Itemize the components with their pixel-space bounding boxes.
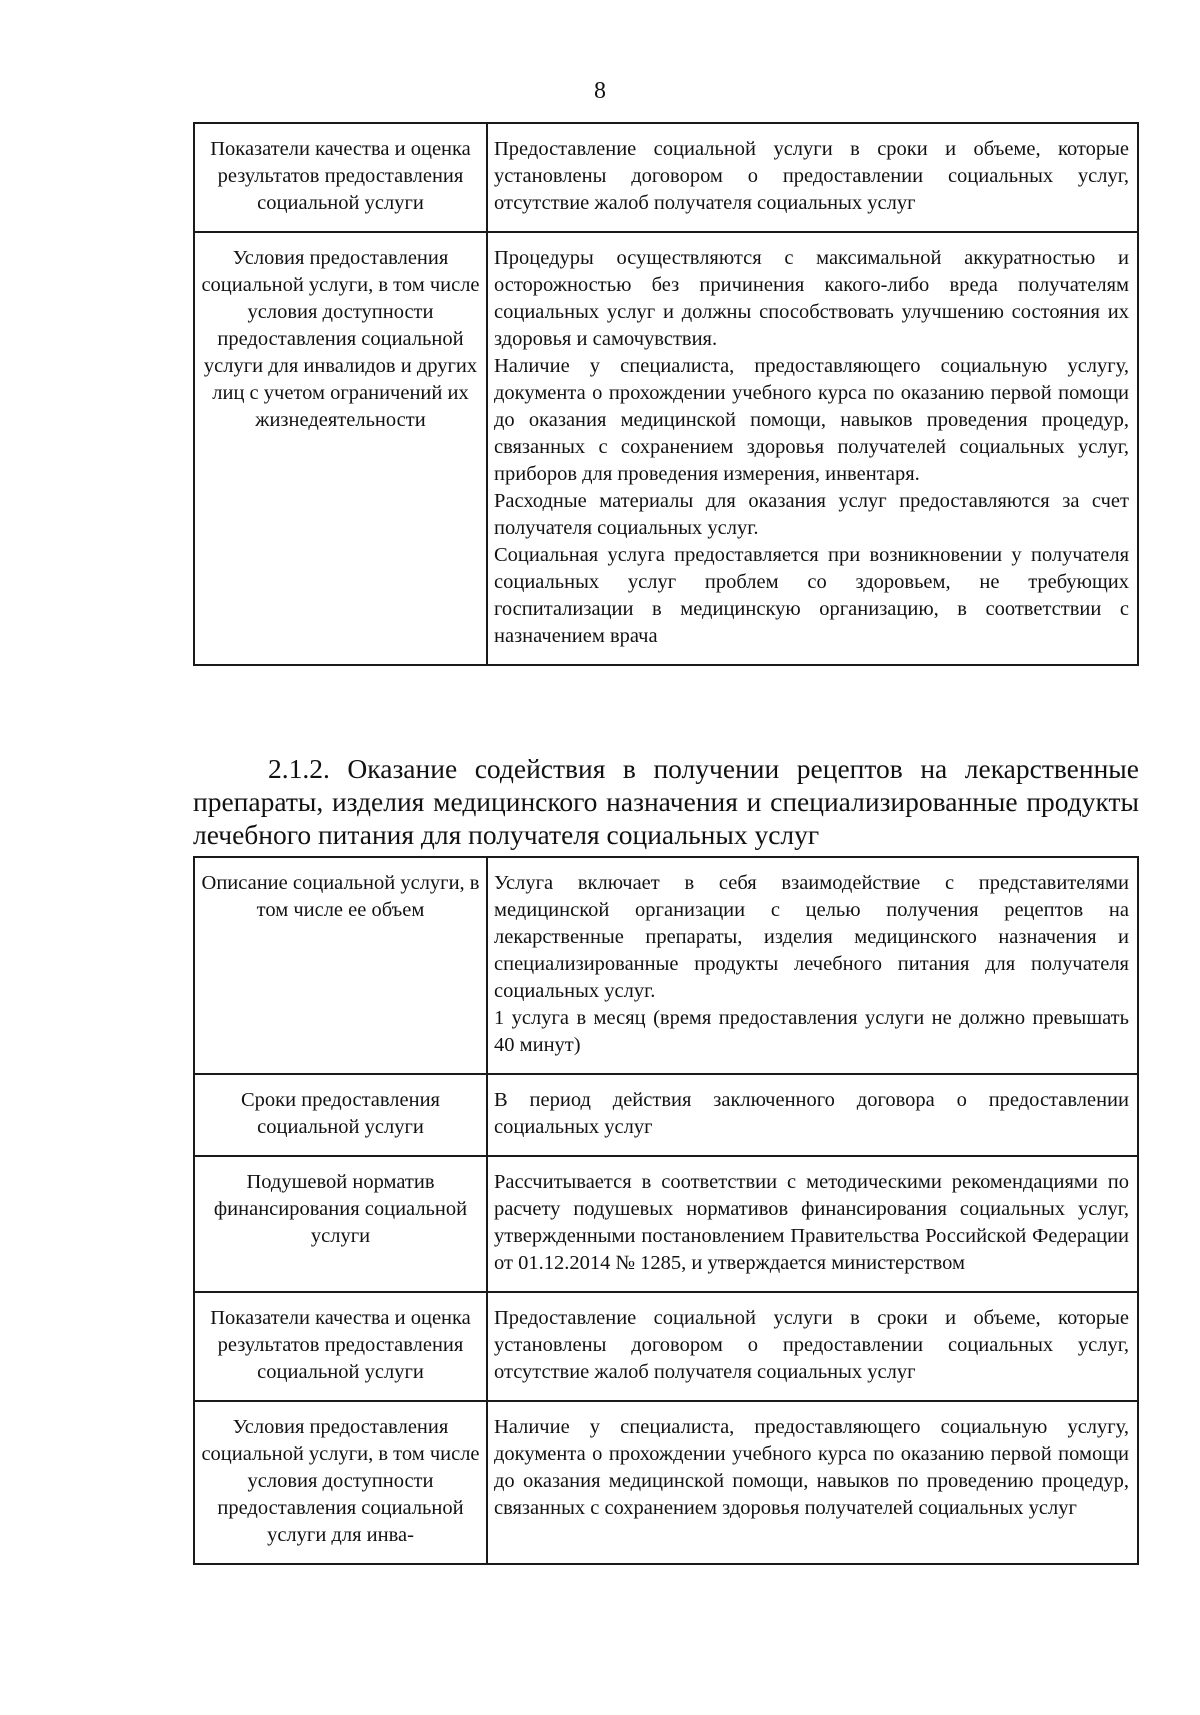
row-label-conditions: Условия предоставления социальной услуги, в том числе условия доступности предоставления социальной услуги для инва- xyxy=(194,1401,487,1564)
table-row xyxy=(194,1292,1138,1401)
table-row xyxy=(194,123,1138,232)
service-table-bottom xyxy=(193,856,1139,1565)
content-paragraph: Услуга включает в себя взаимодействие с представителями медицинской организации с целью получения рецептов на лекарственные препараты, изделия медицинского назначения и специализированные продукты лечебного питания для получателя социальных услуг. xyxy=(494,872,1129,1002)
content-paragraph: Наличие у специалиста, предоставляющего социальную услугу, документа о прохождении учебного курса по оказанию первой помощи до оказания медицинской помощи, навыков по проведению процедур, связанных с сохранением здоровья получателей социальных услуг xyxy=(494,1416,1129,1519)
service-table-top xyxy=(193,122,1139,666)
row-content-quality xyxy=(487,123,1138,232)
content-paragraph: Социальная услуга предоставляется при возникновении у получателя социальных услуг проблем со здоровьем, не требующих госпитализации в медицинскую организацию, в соответствии с назначением врача xyxy=(494,544,1129,647)
row-content-quality xyxy=(487,1292,1138,1401)
row-label-description: Описание социальной услуги, в том числе ее объем xyxy=(194,857,487,1074)
content-paragraph: В период действия заключенного договора о предоставлении социальных услуг xyxy=(494,1089,1129,1138)
content-paragraph: Предоставление социальной услуги в сроки и объеме, которые установлены договором о предоставлении социальных услуг, отсутствие жалоб получателя социальных услуг xyxy=(494,138,1129,214)
content-paragraph: Процедуры осуществляются с максимальной аккуратностью и осторожностью без причинения какого-либо вреда получателям социальных услуг и должны способствовать улучшению состояния их здоровья и самочувствия. xyxy=(494,247,1129,350)
table-row xyxy=(194,1401,1138,1564)
page-number: 8 xyxy=(594,78,606,104)
content-paragraph: Предоставление социальной услуги в сроки и объеме, которые установлены договором о предоставлении социальных услуг, отсутствие жалоб получателя социальных услуг xyxy=(494,1307,1129,1383)
row-label-quality: Показатели качества и оценка результатов предоставления социальной услуги xyxy=(194,1292,487,1401)
table-row xyxy=(194,1156,1138,1292)
row-label-financing: Подушевой норматив финансирования социальной услуги xyxy=(194,1156,487,1292)
row-content-description xyxy=(487,857,1138,1074)
content-paragraph: Рассчитывается в соответствии с методическими рекомендациями по расчету подушевых нормативов финансирования социальных услуг, утвержденными постановлением Правительства Российской Федерации от 01.12.2014 № 1285, и утверждается министерством xyxy=(494,1171,1129,1274)
section-heading: 2.1.2. Оказание содействия в получении рецептов на лекарственные препараты, изделия медицинского назначения и специализированные продукты лечебного питания для получателя социальных услуг xyxy=(193,753,1139,850)
content-paragraph: Наличие у специалиста, предоставляющего социальную услугу, документа о прохождении учебного курса по оказанию первой помощи до оказания медицинской помощи, навыков проведения процедур, связанных с сохранением здоровья получателей социальных услуг, приборов для проведения измерения, инвентаря. xyxy=(494,355,1129,485)
table-row xyxy=(194,857,1138,1074)
row-label-conditions: Условия предоставления социальной услуги, в том числе условия доступности предоставления социальной услуги для инвалидов и других лиц с учетом ограничений их жизнедеятельности xyxy=(194,232,487,665)
table-row xyxy=(194,1074,1138,1156)
table-row xyxy=(194,232,1138,665)
row-content-conditions xyxy=(487,232,1138,665)
row-content-conditions xyxy=(487,1401,1138,1564)
row-content-financing xyxy=(487,1156,1138,1292)
row-label-terms: Сроки предоставления социальной услуги xyxy=(194,1074,487,1156)
row-label-quality: Показатели качества и оценка результатов предоставления социальной услуги xyxy=(194,123,487,232)
content-paragraph: Расходные материалы для оказания услуг предоставляются за счет получателя социальных услуг. xyxy=(494,490,1129,539)
content-paragraph: 1 услуга в месяц (время предоставления услуги не должно превышать 40 минут) xyxy=(494,1007,1129,1056)
row-content-terms xyxy=(487,1074,1138,1156)
